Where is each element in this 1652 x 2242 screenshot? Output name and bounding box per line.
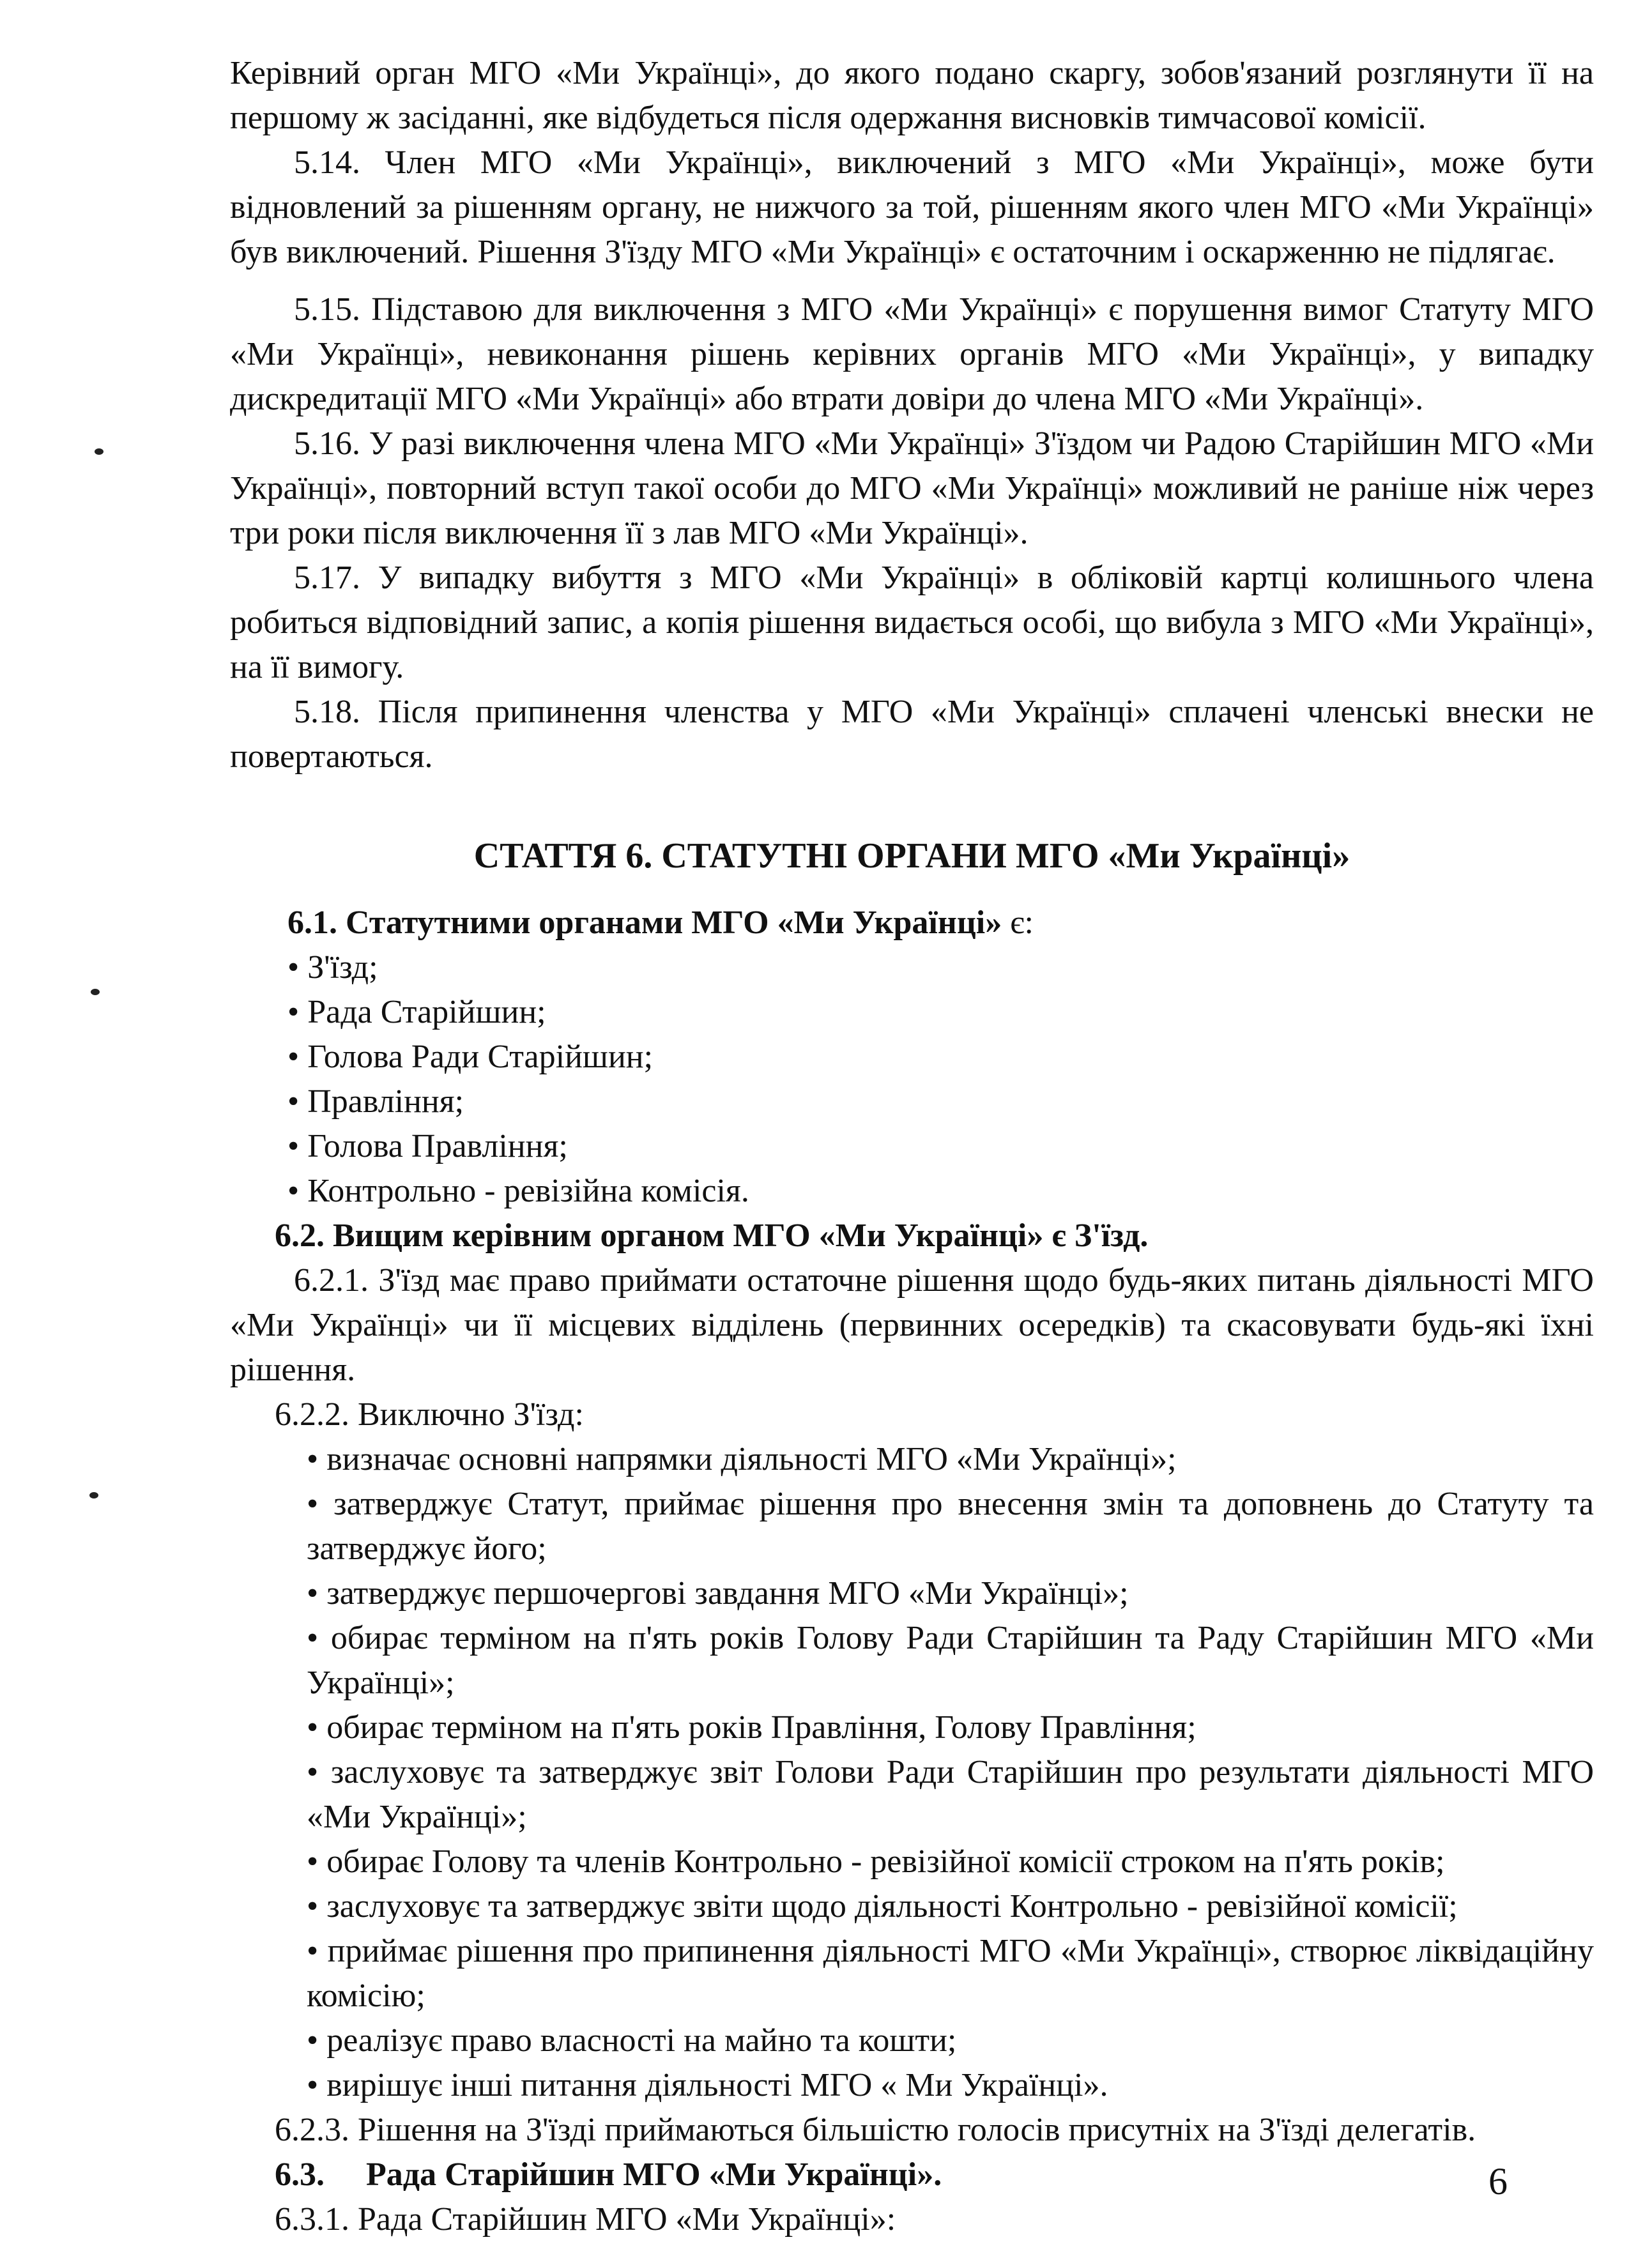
power-item: • приймає рішення про припинення діяльності МГО «Ми Українці», створює ліквідаційну комісію;	[307, 1933, 1594, 2014]
paragraph-6-2-1: 6.2.1. З'їзд має право приймати остаточне рішення щодо будь-яких питань діяльності МГО «Ми Українці» чи її місцевих відділень (первинних осередків) та скасовувати будь-які їхні рішення.	[230, 1262, 1594, 1388]
power-item: • вирішує інші питання діяльності МГО « Ми Українці».	[307, 2067, 1108, 2103]
paragraph-6-1-title: Статутними органами МГО «Ми Українці»	[346, 904, 1002, 941]
paragraph-5-14: 5.14. Член МГО «Ми Українці», виключений з МГО «Ми Українці», може бути відновлений за рішенням органу, не нижчого за той, рішенням якого член МГО «Ми Українці» був виключений. Рішення З'їзду МГО «Ми Українці» є остаточним і оскарженню не підлягає.	[230, 144, 1594, 270]
paragraph-6-1-tail: є:	[1002, 904, 1034, 941]
power-item: • заслуховує та затверджує звіти щодо діяльності Контрольно - ревізійної комісії;	[307, 1888, 1458, 1925]
organ-item: • З'їзд;	[287, 949, 378, 986]
power-item: • визначає основні напрямки діяльності МГО «Ми Українці»;	[307, 1441, 1177, 1477]
power-item: • заслуховує та затверджує звіт Голови Ради Старійшин про результати діяльності МГО «Ми Українці»;	[307, 1754, 1594, 1835]
paragraph-6-2: 6.2. Вищим керівним органом МГО «Ми Українці» є З'їзд.	[275, 1217, 1149, 1254]
scan-speck	[89, 1492, 98, 1498]
paragraph-5-13-continuation: Керівний орган МГО «Ми Українці», до якого подано скаргу, зобов'язаний розглянути її на першому ж засіданні, яке відбудеться після одержання висновків тимчасової комісії.	[230, 55, 1594, 136]
power-item: • обирає терміном на п'ять років Голову Ради Старійшин та Раду Старійшин МГО «Ми Українці»;	[307, 1620, 1594, 1701]
paragraph-6-2-2: 6.2.2. Виключно З'їзд:	[275, 1396, 584, 1433]
scan-speck	[95, 448, 103, 455]
congress-powers-list	[230, 1437, 1594, 2108]
paragraph-6-1	[230, 901, 1594, 945]
paragraph-6-2-3: 6.2.3. Рішення на З'їзді приймаються більшістю голосів присутніх на З'їзді делегатів.	[275, 2112, 1476, 2148]
paragraph-5-16: 5.16. У разі виключення члена МГО «Ми Українці» З'їздом чи Радою Старійшин МГО «Ми Українці», повторний вступ такої особи до МГО «Ми Українці» можливий не раніше ніж через три роки після виключення її з лав МГО «Ми Українці».	[230, 425, 1594, 551]
power-item: • обирає Голову та членів Контрольно - ревізійної комісії строком на п'ять років;	[307, 1843, 1445, 1880]
paragraph-6-1-number: 6.1.	[287, 904, 337, 941]
article-6-heading: СТАТТЯ 6. СТАТУТНІ ОРГАНИ МГО «Ми Українці»	[473, 836, 1350, 876]
paragraph-6-3-1: 6.3.1. Рада Старійшин МГО «Ми Українці»:	[275, 2201, 896, 2238]
power-item: • затверджує першочергові завдання МГО «Ми Українці»;	[307, 1575, 1129, 1612]
power-item: • реалізує право власності на майно та кошти;	[307, 2022, 957, 2059]
power-item: • затверджує Статут, приймає рішення про внесення змін та доповнень до Статуту та затверджує його;	[307, 1486, 1594, 1567]
organ-item: • Контрольно - ревізійна комісія.	[287, 1173, 749, 1209]
document-body	[230, 51, 1594, 2242]
paragraph-5-17: 5.17. У випадку вибуття з МГО «Ми Українці» в обліковій картці колишнього члена робиться відповідний запис, а копія рішення видається особі, що вибула з МГО «Ми Українці», на її вимогу.	[230, 560, 1594, 685]
paragraph-5-18: 5.18. Після припинення членства у МГО «Ми Українці» сплачені членські внески не повертаються.	[230, 694, 1594, 775]
page-number: 6	[1488, 2160, 1508, 2202]
organ-item: • Рада Старійшин;	[287, 994, 546, 1030]
power-item: • обирає терміном на п'ять років Правління, Голову Правління;	[307, 1709, 1197, 1746]
organ-item: • Голова Правління;	[287, 1128, 568, 1164]
paragraph-6-3-number: 6.3.	[275, 2156, 325, 2193]
scan-speck	[91, 989, 100, 995]
paragraph-5-15: 5.15. Підставою для виключення з МГО «Ми Українці» є порушення вимог Статуту МГО «Ми Українці», невиконання рішень керівних органів МГО «Ми Українці», у випадку дискредитації МГО «Ми Українці» або втрати довіри до члена МГО «Ми Українці».	[230, 291, 1594, 417]
organ-item: • Правління;	[287, 1083, 464, 1120]
paragraph-6-3-title: Рада Старійшин МГО «Ми Українці».	[366, 2156, 942, 2193]
paragraph-6-3	[230, 2153, 1594, 2197]
statutory-organs-list	[230, 945, 1594, 1214]
organ-item: • Голова Ради Старійшин;	[287, 1039, 654, 1075]
